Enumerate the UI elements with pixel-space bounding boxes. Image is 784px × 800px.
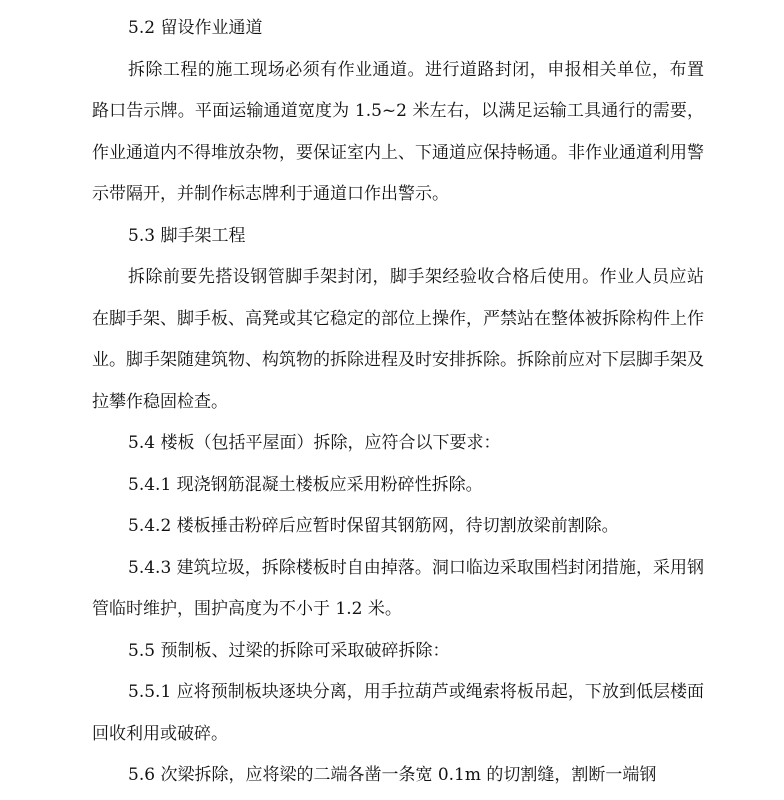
paragraph-scaffolding: 拆除前要先搭设钢管脚手架封闭，脚手架经验收合格后使用。作业人员应站在脚手架、脚手板、高凳或其它稳定的部位上操作，严禁站在整体被拆除构件上作业。脚手架随建筑物、构筑物的拆除进程及时安排拆除。拆除前应对下层脚手架及拉攀作稳固检查。: [92, 267, 704, 412]
section-heading-5-2: 5.2 留设作业通道: [128, 18, 263, 38]
section-heading-5-3: 5.3 脚手架工程: [128, 225, 246, 246]
paragraph-5-4-3: 5.4.3 建筑垃圾，拆除楼板时自由掉落。洞口临边采取围档封闭措施，采用钢管临时维护，围护高度为不小于 1.2 米。: [92, 557, 704, 619]
paragraph-5-4-1: 5.4.1 现浇钢筋混凝土楼板应采用粉碎性拆除。: [128, 474, 483, 495]
section-heading-5-5: 5.5 预制板、过梁的拆除可采取破碎拆除：: [128, 640, 450, 661]
section-heading-5-4: 5.4 楼板（包括平屋面）拆除，应符合以下要求：: [128, 433, 501, 453]
document-page: [92, 8, 704, 797]
paragraph-5-5-1: 5.5.1 应将预制板块逐块分离，用手拉葫芦或绳索将板吊起，下放到低层楼面回收利用或破碎。: [92, 682, 704, 744]
paragraph-5-6: 5.6 次梁拆除，应将梁的二端各凿一条宽 0.1m 的切割缝，割断一端钢: [128, 765, 657, 785]
paragraph-5-4-2: 5.4.2 楼板捶击粉碎后应暂时保留其钢筋网，待切割放梁前割除。: [128, 516, 619, 536]
paragraph-work-passage: 拆除工程的施工现场必须有作业通道。进行道路封闭，申报相关单位，布置路口告示牌。平面运输通道宽度为 1.5~2 米左右，以满足运输工具通行的需要，作业通道内不得堆放杂物，要保证室内上、下通道应保持畅通。非作业通道利用警示带隔开，并制作标志牌利于通道口作出警示。: [92, 59, 704, 204]
